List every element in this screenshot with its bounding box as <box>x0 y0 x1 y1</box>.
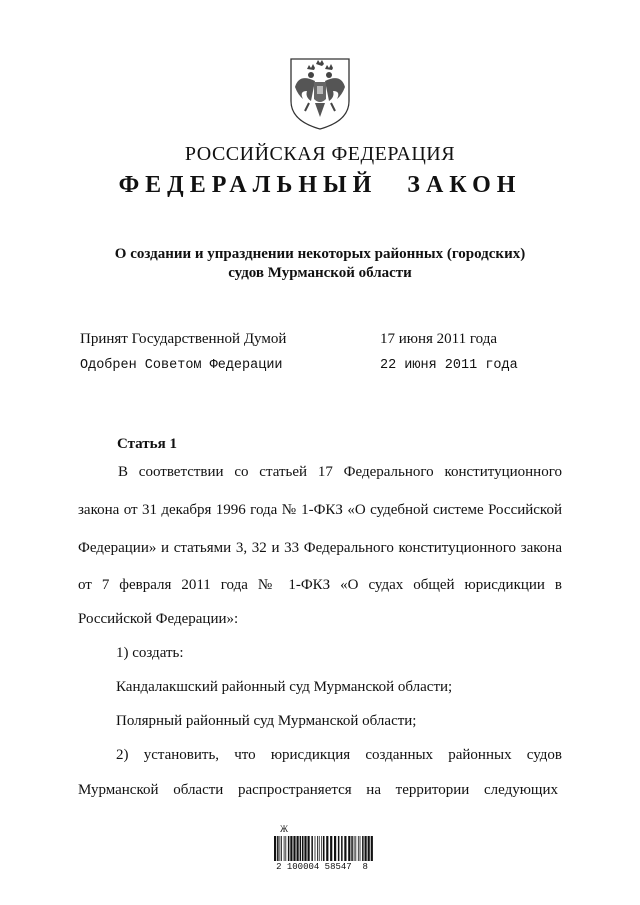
barcode-bar <box>317 836 318 861</box>
article-heading: Статья 1 <box>117 436 177 452</box>
barcode-bar <box>362 836 364 861</box>
barcode-bar <box>371 836 373 861</box>
barcode-bar <box>293 836 295 861</box>
adoption-date: 17 июня 2011 года <box>380 331 497 347</box>
article-line: от 7 февраля 2011 года № 1-ФКЗ «О судах общей юрисдикции в <box>78 577 562 593</box>
article-line: Мурманской области распространяется на территории следующих <box>78 782 558 798</box>
barcode-bar <box>288 836 290 861</box>
barcode-bar <box>315 836 316 861</box>
barcode-bar <box>285 836 286 861</box>
barcode-bar <box>280 836 281 861</box>
barcode-bar <box>297 836 299 861</box>
article-line: Кандалакшский районный суд Мурманской области; <box>116 679 453 695</box>
law-title-line-2: судов Мурманской области <box>228 265 412 281</box>
article-line: 2) установить, что юрисдикция созданных районных судов <box>116 747 562 763</box>
barcode-bar <box>341 836 343 861</box>
coat-of-arms-icon <box>285 55 355 131</box>
barcode-bar <box>351 836 353 861</box>
barcode-bar <box>281 836 282 861</box>
barcode-bar <box>360 836 361 861</box>
approval-label: Одобрен Советом Федерации <box>80 358 283 373</box>
barcode-bar <box>330 836 332 861</box>
barcode-bar <box>290 836 292 861</box>
barcode-bar <box>274 836 276 861</box>
law-title <box>0 245 640 283</box>
adoption-label: Принят Государственной Думой <box>80 331 287 347</box>
barcode-bar <box>365 836 367 861</box>
barcode-bar <box>321 836 322 861</box>
law-title-line-1: О создании и упразднении некоторых районных (городских) <box>114 246 526 262</box>
barcode-icon <box>268 822 378 882</box>
barcode-number: 2 100004 58547 8 <box>276 862 368 872</box>
article-line: Российской Федерации»: <box>78 611 239 627</box>
barcode-bar <box>358 836 359 861</box>
barcode-bar <box>344 836 346 861</box>
barcode-bar <box>319 836 320 861</box>
barcode-bar <box>348 836 350 861</box>
barcode-bar <box>304 836 306 861</box>
barcode-bar <box>300 836 302 861</box>
approval-date: 22 июня 2011 года <box>380 358 518 373</box>
barcode-bar <box>302 836 304 861</box>
article-line: закона от 31 декабря 1996 года № 1-ФКЗ «О судебной системе Российской <box>78 502 562 518</box>
barcode-bar <box>277 836 279 861</box>
country-heading: РОССИЙСКАЯ ФЕДЕРАЦИЯ <box>184 143 456 165</box>
barcode-bar <box>308 836 310 861</box>
barcode-bar <box>355 836 356 861</box>
barcode-bar <box>354 836 355 861</box>
barcode-bar <box>311 836 313 861</box>
article-line: 1) создать: <box>116 645 184 661</box>
barcode-bar <box>334 836 336 861</box>
article-line: Федерации» и статьями 3, 32 и 33 Федерального конституционного закона <box>78 540 562 556</box>
barcode-bar <box>284 836 285 861</box>
barcode-bar <box>338 836 340 861</box>
article-line: В соответствии со статьей 17 Федерального конституционного <box>118 464 562 480</box>
barcode-bar <box>323 836 325 861</box>
barcode-bar <box>326 836 328 861</box>
barcode-bar <box>368 836 370 861</box>
barcode-mark: Ж <box>280 824 289 834</box>
document-type-heading: ФЕДЕРАЛЬНЫЙ ЗАКОН <box>118 172 522 198</box>
article-line: Полярный районный суд Мурманской области; <box>116 713 417 729</box>
